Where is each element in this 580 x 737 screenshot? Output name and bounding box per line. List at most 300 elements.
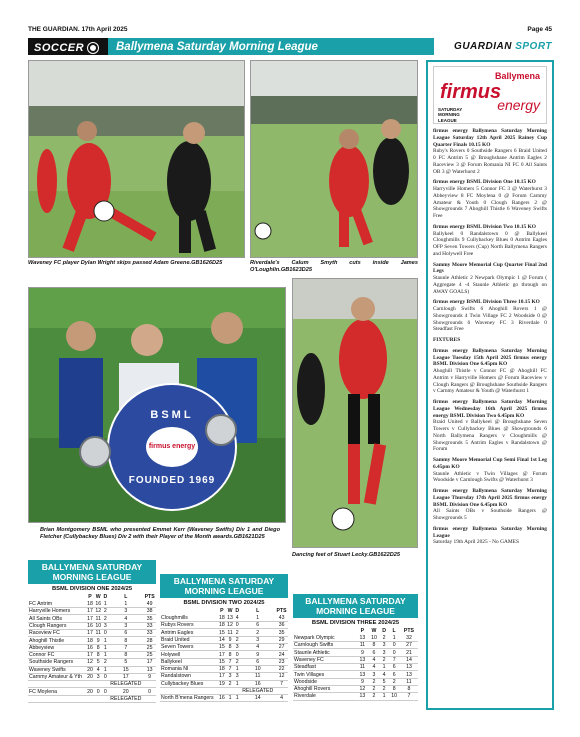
team-name: Antrim Eagles	[160, 629, 218, 636]
results-body: Carnlough Swifts 6 Ahoghill Rovers 1 @ Showgrounds 4 Twin Village FC 2 Woodside 0 @ Showgrounds 6 Waveney FC 3 Riverdale 0 Steadfast Free	[433, 306, 547, 333]
guardian-sport-logo	[434, 38, 552, 55]
stat-cell: 35	[275, 629, 288, 636]
stat-cell: 2	[103, 615, 107, 622]
table-row	[28, 600, 156, 607]
stat-cell: 0	[143, 688, 156, 695]
stat-cell: 6	[388, 664, 400, 671]
badge-bottom: FOUNDED 1969	[128, 474, 216, 486]
stat-cell: 11	[227, 629, 233, 636]
stat-cell: 9	[240, 651, 275, 658]
stat-cell: 6	[368, 649, 380, 656]
stat-cell: 3	[108, 608, 143, 615]
stat-cell: 8	[388, 685, 400, 692]
stat-cell: 2	[103, 608, 107, 615]
stat-cell: RELEGATED	[110, 681, 142, 688]
team-name: Woodside	[293, 678, 357, 685]
stat-cell: 12	[87, 659, 93, 666]
stat-cell: 28	[143, 637, 156, 644]
table-heading: BALLYMENA SATURDAY MORNING LEAGUE	[160, 574, 288, 598]
results-heading: firmus energy BSML Division Two 10.15 KO	[433, 223, 536, 230]
stat-cell: 17	[87, 615, 93, 622]
stat-cell: 10	[368, 634, 380, 641]
stat-cell: 1	[103, 637, 107, 644]
stat-cell: 3	[103, 622, 107, 629]
logo-line-1: Ballymena	[494, 71, 540, 81]
stat-cell: 8	[108, 651, 143, 658]
page-topline	[28, 26, 552, 36]
stat-cell: 2	[235, 629, 239, 636]
stat-cell: 10	[95, 622, 102, 629]
stat-cell: 6	[388, 671, 400, 678]
results-heading: firmus energy BSML Division One 10.15 KO	[433, 179, 536, 186]
column-header: W	[227, 608, 233, 615]
stat-cell: 3	[235, 644, 239, 651]
stat-cell: 19	[218, 680, 225, 687]
stat-cell: 8	[368, 642, 380, 649]
stat-cell: 11	[95, 630, 101, 637]
table-row	[160, 658, 288, 665]
logo-brand-2: energy	[497, 97, 540, 113]
page-title	[108, 38, 434, 55]
table-row	[293, 693, 418, 700]
results-body: Saturday 19th April 2025 - No GAMES	[433, 539, 519, 546]
stat-cell: 17	[108, 673, 143, 680]
stat-cell: 3	[235, 673, 239, 680]
stat-cell: 13	[143, 666, 156, 673]
stat-cell: 13	[357, 693, 369, 700]
stat-cell: 9	[226, 636, 234, 643]
stat-cell: 1	[108, 600, 143, 607]
team-name: Newpark Olympic	[293, 634, 357, 641]
results-heading: firmus energy Ballymena Saturday Morning League Tuesday 15th April 2025 firmus energy BSML Division One 6.45pm KO	[433, 347, 547, 368]
trophy-plate-right	[205, 414, 237, 446]
stat-cell: 9	[357, 678, 369, 685]
stat-cell: 0	[235, 622, 239, 629]
column-header: L	[392, 628, 396, 635]
stat-cell: 11	[240, 673, 275, 680]
stat-cell: 35	[143, 615, 156, 622]
stat-cell: 0	[388, 642, 400, 649]
stat-cell: 14	[400, 656, 418, 663]
stat-cell: 13	[357, 671, 369, 678]
stat-cell: 18	[87, 600, 93, 607]
stat-cell: 6	[108, 630, 143, 637]
brand-b: SPORT	[515, 41, 552, 52]
stat-cell: 12	[275, 673, 288, 680]
team-name: Cullybackey Blues	[160, 680, 218, 687]
stat-cell: 7	[388, 656, 400, 663]
badge-middle: firmus energy	[148, 443, 196, 450]
stat-cell: 33	[143, 622, 156, 629]
stat-cell	[86, 681, 94, 688]
column-header: PTS	[144, 594, 155, 601]
results-heading: firmus energy Ballymena Saturday Morning League Wednesday 16th April 2025 firmus energy BSML Division Two 6.45pm KO	[433, 399, 547, 419]
stat-cell: 7	[108, 644, 143, 651]
table-row	[293, 664, 418, 671]
stat-cell: 17	[143, 659, 156, 666]
team-name: Carnmy Amateur & Yth	[28, 673, 86, 680]
team-name: Rubys Rovers	[160, 622, 218, 629]
table-row	[160, 644, 288, 651]
stat-cell: 9	[143, 673, 156, 680]
stat-cell: 7	[226, 665, 234, 672]
results-heading: firmus energy Ballymena Saturday Morning League	[433, 525, 547, 539]
stat-cell: 16	[240, 680, 275, 687]
stat-cell: 17	[218, 651, 225, 658]
team-name: Steadfast	[293, 664, 357, 671]
stat-cell: 2	[380, 656, 389, 663]
stat-cell: 18	[87, 637, 93, 644]
stat-cell: 7	[400, 693, 418, 700]
table-row	[28, 659, 156, 666]
stat-cell: 6	[240, 622, 275, 629]
stat-cell: 14	[240, 695, 275, 702]
team-name: Romania NI	[160, 665, 218, 672]
table-row	[160, 687, 288, 694]
table-row	[28, 630, 156, 637]
stat-cell: 3	[226, 673, 234, 680]
table-row	[160, 636, 288, 643]
stat-cell: 4	[368, 656, 380, 663]
table-division-three	[293, 594, 418, 701]
stat-cell: 0	[94, 688, 102, 695]
team-name: Staunle Athletic	[293, 649, 357, 656]
table-row	[160, 680, 288, 687]
stat-cell: 4	[108, 615, 143, 622]
column-header: D	[382, 628, 386, 635]
stat-cell: 33	[143, 630, 156, 637]
table-subtitle: BSML DIVISION THREE 2024/25	[311, 620, 400, 627]
results-body: All Saints OBs v Southside Rangers @ Showgrounds 5	[433, 508, 547, 521]
stat-cell: 49	[143, 600, 156, 607]
results-body: Braid United v Ballykeel @ Broughshane Seven Towers v Cullybackey Blues @ Showgrounds 6 North Ballymena Rangers v Cloughmills @ Showgrounds 5 Antrim Eagles v Randalstown @ Forum	[433, 419, 547, 453]
column-header: D	[235, 608, 240, 615]
stat-cell: 5	[108, 659, 143, 666]
stat-cell: RELEGATED	[242, 687, 274, 694]
stat-cell: 0	[103, 673, 107, 680]
stat-cell: 11	[95, 615, 101, 622]
photo-riverdale-player	[250, 60, 418, 258]
table-subtitle: BSML DIVISION ONE 2024/25	[51, 586, 133, 593]
football-photo-2	[251, 61, 418, 258]
stat-cell	[275, 687, 288, 694]
brand-a: GUARDIAN	[454, 41, 512, 52]
column-header: W	[371, 628, 377, 635]
team-name: Seven Towers	[160, 644, 218, 651]
stat-cell: 12	[227, 622, 233, 629]
sponsor-logo	[433, 66, 547, 124]
team-name: Abbeyview	[28, 644, 86, 651]
stat-cell: 2	[103, 659, 107, 666]
stat-cell: 27	[275, 644, 288, 651]
table-row	[293, 671, 418, 678]
stat-cell: 17	[87, 630, 93, 637]
stat-cell: 15	[108, 666, 143, 673]
football-icon	[88, 43, 98, 53]
stat-cell: 8	[94, 644, 102, 651]
stat-cell: 1	[380, 664, 389, 671]
table-row	[160, 673, 288, 680]
team-name: Ahoghill Thistle	[28, 637, 86, 644]
photo-waveney-player	[28, 60, 245, 258]
stat-cell: 1	[235, 666, 239, 673]
stat-cell	[94, 681, 102, 688]
column-header: P	[88, 594, 92, 601]
column-header: PTS	[276, 608, 287, 615]
stat-cell	[86, 695, 94, 702]
stat-cell: 15	[218, 629, 225, 636]
team-name: Ballykeel	[160, 658, 218, 665]
paper-date: THE GUARDIAN. 17th April 2025	[28, 26, 128, 33]
team-name: Connor FC	[28, 651, 86, 658]
logo-line-2: SATURDAY MORNING LEAGUE	[438, 107, 463, 123]
stat-cell: 3	[94, 673, 102, 680]
caption-photo-2: Riverdale's Calum Smyth cuts inside James O'Loughlin.GB1623D25	[250, 260, 418, 273]
table-row	[293, 685, 418, 692]
team-name: Riverdale	[293, 693, 357, 700]
table-row	[160, 614, 288, 621]
table-division-one	[28, 560, 156, 703]
caption-photo-3: Brian Montgomery BSML who presented Emmet Kerr (Waveney Swifts) Div 1 and Diego Fletcher (Cullybackey Blues) Div 2 with their Player of the Month awards.GB1621D25	[40, 527, 280, 540]
table-row	[160, 629, 288, 636]
team-name: Randalstown	[160, 673, 218, 680]
table-row	[293, 649, 418, 656]
table-row	[160, 651, 288, 658]
stat-cell: 1	[240, 614, 275, 621]
stat-cell: 7	[226, 658, 234, 665]
section-masthead	[28, 38, 552, 55]
stat-cell: 11	[400, 678, 418, 685]
photo-awards	[28, 287, 286, 523]
stat-cell: 1	[380, 693, 389, 700]
stat-cell: 1	[226, 695, 234, 702]
stat-cell: 16	[218, 695, 225, 702]
table-row	[28, 688, 156, 695]
football-photo-4	[293, 279, 418, 548]
table-row	[160, 695, 288, 702]
stat-cell: 1	[235, 680, 239, 687]
results-body: Ballykeel 0 Randalstown 0 @ Ballykeel Cloughmills 9 Cullybackey Blues 0 Antrim Eagles OFP Seven Towers (Cup) North Ballymena Rangers and Holywell Free	[433, 230, 547, 257]
table-subtitle: BSML DIVISION TWO 2024/25	[183, 600, 265, 607]
table-row	[293, 642, 418, 649]
stat-cell: 11	[357, 642, 369, 649]
stat-cell: 20	[87, 673, 93, 680]
stat-cell: 0	[235, 651, 239, 658]
team-name: Clough Rangers	[28, 622, 86, 629]
stat-cell: 3	[240, 636, 275, 643]
team-name: All Saints OBs	[28, 615, 86, 622]
stat-cell: 29	[275, 636, 288, 643]
stat-cell: 2	[240, 629, 275, 636]
league-table	[28, 594, 156, 703]
team-name: Ahoghill Rovers	[293, 685, 357, 692]
stat-cell: 7	[275, 680, 288, 687]
team-name: Cloughmills	[160, 614, 218, 621]
team-name: FC Antrim	[28, 600, 86, 607]
caption-photo-4: Dancing feet of Stuart Lecky.GB1622D25	[292, 552, 400, 558]
table-row	[28, 622, 156, 629]
stat-cell: 2	[388, 678, 400, 685]
results-body: Ruby's Rovers 0 Southside Rangers 6 Braid United 0 FC Antrim 5 @ Broughshane Antrim Eagles 2 Raceview 3 @ Forum Romania NI FC 0 All Saints OB 3 @ Waterhurst 2	[433, 148, 547, 175]
stat-cell: 1	[103, 600, 107, 607]
stat-cell	[94, 695, 102, 702]
results-heading: Sammy Moore Memorial Cup Quarter Final 2nd Legs	[433, 261, 547, 275]
table-row	[28, 681, 156, 688]
stat-cell: 0	[103, 630, 107, 637]
league-table	[293, 628, 418, 700]
stat-cell: 4	[380, 671, 389, 678]
stat-cell: 18	[218, 614, 225, 621]
team-name: Twin Villages	[293, 671, 357, 678]
stat-cell	[143, 681, 156, 688]
stat-cell: 3	[368, 671, 380, 678]
results-body: Staunle Athletic v Twin Villages @ Forum Woodside v Carnlough Swifts @ Waterhurst 3	[433, 470, 547, 484]
results-heading: firmus energy BSML Division Three 10.15 KO	[433, 299, 540, 306]
results-body: Ahoghill Thistle v Connor FC @ Ahoghill FC Antrim v Harryville Homers @ Forum Raceview v Clough Rangers @ Broughshane Southside Rangers v Carnmy Amateur & Youth @ Waterhurst 1	[433, 368, 547, 395]
stat-cell: 10	[240, 665, 275, 672]
stat-cell: 2	[368, 693, 380, 700]
stat-cell: 3	[380, 642, 389, 649]
table-row	[160, 622, 288, 629]
stat-cell: 15	[218, 644, 225, 651]
stat-cell: 13	[400, 664, 418, 671]
stat-cell: 14	[218, 636, 225, 643]
stat-cell: 13	[357, 656, 369, 663]
results-text	[433, 128, 547, 546]
stat-cell: 11	[357, 664, 369, 671]
stat-cell: 13	[400, 671, 418, 678]
stat-cell: RELEGATED	[110, 695, 142, 702]
stat-cell: 0	[103, 688, 107, 695]
stat-cell: 17	[87, 608, 93, 615]
table-division-two	[160, 574, 288, 702]
column-header: P	[360, 628, 365, 635]
table-heading: BALLYMENA SATURDAY MORNING LEAGUE	[28, 560, 156, 584]
stat-cell: 20	[87, 666, 93, 673]
team-name: Raceview FC	[28, 630, 86, 637]
stat-cell: 17	[218, 673, 225, 680]
stat-cell	[218, 687, 226, 694]
stat-cell: 0	[388, 649, 400, 656]
team-name: Braid United	[160, 636, 218, 643]
stat-cell: 6	[240, 658, 275, 665]
stat-cell: 4	[94, 666, 102, 673]
stat-cell: 22	[275, 665, 288, 672]
stat-cell: 4	[235, 614, 239, 621]
stat-cell: 16	[95, 600, 102, 607]
badge-top: BSML	[150, 408, 194, 421]
stat-cell: 1	[103, 652, 107, 659]
stat-cell: 9	[357, 649, 369, 656]
stat-cell: 20	[108, 688, 143, 695]
team-name: Harryville Homers	[28, 608, 86, 615]
stat-cell: 2	[368, 678, 380, 685]
stat-cell: 1	[103, 666, 107, 673]
football-photo-1	[29, 61, 245, 258]
stat-cell: 17	[87, 652, 93, 659]
league-table	[160, 608, 288, 702]
stat-cell: 8	[226, 644, 234, 651]
column-header: L	[124, 594, 128, 601]
table-row	[293, 634, 418, 641]
column-header: D	[103, 594, 108, 601]
stat-cell: 27	[400, 642, 418, 649]
table-row	[28, 615, 156, 622]
stat-cell: 36	[275, 622, 288, 629]
stat-cell: 32	[400, 634, 418, 641]
table-row	[28, 637, 156, 644]
stat-cell: 2	[380, 685, 389, 692]
table-row	[28, 608, 156, 615]
results-body: Harryville Homers 5 Connor FC 3 @ Waterhurst 3 Abbeyview 8 FC Moylena 0 @ Forum Carnmy Amateur & Youth 0 Clough Rangers 2 @ Showgrounds 7 Ahoghill Thistle 6 Waveney Swifts Free	[433, 186, 547, 219]
stat-cell: 1	[103, 644, 107, 651]
caption-photo-1: Waveney FC player Dylan Wright skips passed Adam Greene.GB1626D25	[28, 260, 223, 266]
stat-cell: 8	[226, 651, 234, 658]
stat-cell: 24	[275, 651, 288, 658]
stat-cell: 4	[240, 644, 275, 651]
stat-cell: 4	[368, 664, 380, 671]
table-row	[28, 651, 156, 658]
stat-cell: 8	[94, 651, 102, 658]
stat-cell: 3	[380, 649, 389, 656]
stat-cell: 2	[368, 685, 380, 692]
stat-cell: 1	[388, 634, 400, 641]
stat-cell: 18	[218, 622, 225, 629]
stat-cell: 23	[275, 658, 288, 665]
stat-cell: 25	[143, 651, 156, 658]
stat-cell: 16	[87, 644, 93, 651]
team-name: FC Moylena	[28, 688, 86, 695]
stat-cell: 43	[275, 614, 288, 621]
table-heading: BALLYMENA SATURDAY MORNING LEAGUE	[293, 594, 418, 618]
table-row	[293, 656, 418, 663]
column-header: P	[220, 608, 224, 615]
stat-cell: 12	[357, 685, 369, 692]
results-heading: firmus energy Ballymena Saturday Morning League Saturday 12th April 2025 Rainey Cup Quarter Finals 10.15 KO	[433, 128, 547, 148]
stat-cell: 5	[94, 659, 102, 666]
column-header: PTS	[403, 628, 415, 635]
team-name: Waveney FC	[293, 656, 357, 663]
trophy-plate-left	[79, 436, 111, 468]
stat-cell	[226, 687, 234, 694]
team-name: Waveney Swifts	[28, 666, 86, 673]
stat-cell: 12	[95, 608, 102, 615]
stat-cell: 5	[380, 678, 389, 685]
team-name: Southside Rangers	[28, 659, 86, 666]
stat-cell: 1	[235, 695, 239, 702]
page-number: Page 45	[527, 26, 552, 33]
stat-cell: 21	[400, 649, 418, 656]
team-name	[160, 687, 218, 694]
photo-stuart-lecky	[292, 278, 418, 548]
column-header: L	[256, 608, 260, 615]
stat-cell: 8	[108, 637, 143, 644]
stat-cell: 10	[388, 693, 400, 700]
section-label: SOCCER	[34, 41, 85, 54]
bsml-badge	[107, 383, 237, 511]
results-heading: Sammy Moore Memorial Cup Semi Final 1st Leg 6.45pm KO	[433, 457, 547, 470]
results-heading: FIXTURES	[433, 337, 461, 343]
table-row	[28, 666, 156, 673]
logo-brand: firmus	[440, 81, 502, 103]
stat-cell: 13	[357, 634, 369, 641]
stat-cell: 15	[218, 658, 225, 665]
soccer-tag	[28, 38, 108, 55]
team-name	[28, 695, 86, 702]
table-row	[28, 673, 156, 680]
stat-cell: 8	[400, 685, 418, 692]
table-row	[28, 695, 156, 702]
